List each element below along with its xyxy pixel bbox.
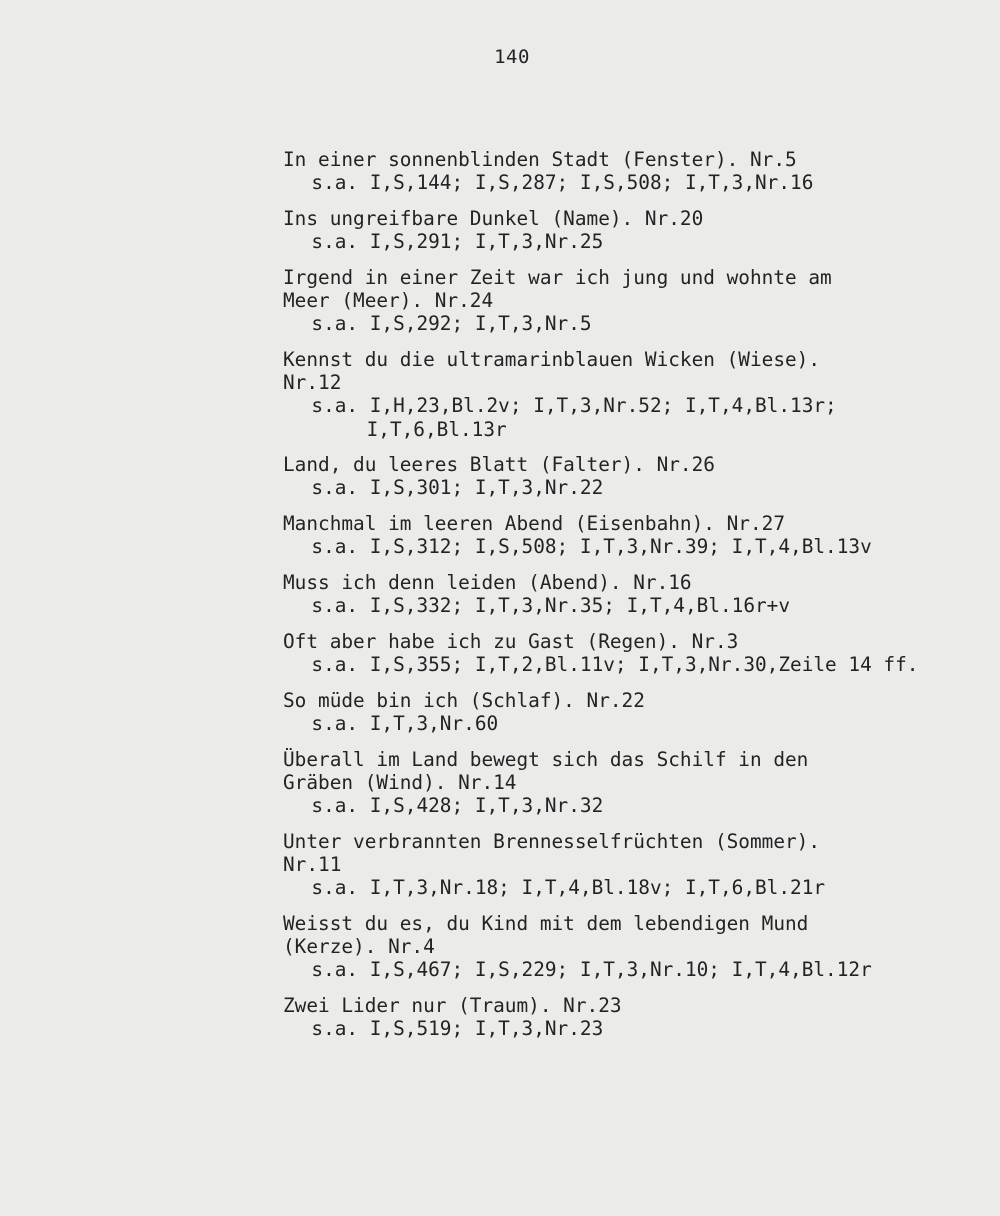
entry-title: Überall im Land bewegt sich das Schilf in den — [283, 747, 809, 771]
entry-title: In einer sonnenblinden Stadt (Fenster). Nr.5 — [283, 148, 797, 171]
entry-reference: s.a. I,S,312; I,S,508; I,T,3,Nr.39; I,T,4,Bl.13v — [311, 535, 872, 559]
index-entry — [283, 512, 983, 558]
index-entry — [283, 830, 983, 900]
entry-reference: s.a. I,S,332; I,T,3,Nr.35; I,T,4,Bl.16r+v — [311, 594, 791, 618]
entry-title: So müde bin ich (Schlaf). Nr.22 — [283, 688, 645, 712]
entry-reference-continued: I,T,6,Bl.13r — [366, 417, 507, 441]
index-entry — [283, 266, 983, 336]
index-entry — [283, 148, 983, 194]
index-entry — [283, 630, 983, 676]
entry-reference: s.a. I,S,292; I,T,3,Nr.5 — [311, 312, 592, 336]
index-entry — [283, 689, 983, 735]
entry-title: Muss ich denn leiden (Abend). Nr.16 — [283, 571, 692, 595]
entry-title-continued: Meer (Meer). Nr.24 — [283, 289, 494, 313]
entry-reference: s.a. I,S,291; I,T,3,Nr.25 — [311, 230, 604, 254]
entry-title-continued: Nr.12 — [283, 371, 342, 395]
entry-title: Ins ungreifbare Dunkel (Name). Nr.20 — [283, 206, 704, 230]
index-entry — [283, 912, 983, 982]
index-entry — [283, 748, 983, 818]
index-entry — [283, 453, 983, 499]
index-entry — [283, 348, 983, 441]
entry-title: Oft aber habe ich zu Gast (Regen). Nr.3 — [283, 629, 739, 653]
entry-reference: s.a. I,S,144; I,S,287; I,S,508; I,T,3,Nr.16 — [311, 171, 814, 195]
entry-reference: s.a. I,S,467; I,S,229; I,T,3,Nr.10; I,T,4,Bl.12r — [311, 958, 872, 982]
entry-title: Kennst du die ultramarinblauen Wicken (Wiese). — [283, 347, 821, 371]
entry-reference: s.a. I,T,3,Nr.18; I,T,4,Bl.18v; I,T,6,Bl.21r — [311, 876, 826, 900]
entry-reference: s.a. I,H,23,Bl.2v; I,T,3,Nr.52; I,T,4,Bl.13r; — [311, 394, 837, 418]
entry-title: Zwei Lider nur (Traum). Nr.23 — [283, 994, 622, 1018]
entry-title-continued: (Kerze). Nr.4 — [283, 935, 435, 959]
index-entry — [283, 571, 983, 617]
entry-title: Weisst du es, du Kind mit dem lebendigen Mund — [283, 911, 809, 935]
entry-title-continued: Nr.11 — [283, 853, 342, 877]
index-entry — [283, 994, 983, 1040]
entry-title: Unter verbrannten Brennesselfrüchten (Sommer). — [283, 829, 821, 853]
index-entries — [283, 148, 983, 1053]
entry-reference: s.a. I,T,3,Nr.60 — [311, 712, 499, 736]
page-number: 140 — [494, 46, 530, 68]
index-entry — [283, 207, 983, 253]
entry-title: Manchmal im leeren Abend (Eisenbahn). Nr.27 — [283, 512, 785, 536]
entry-title-continued: Gräben (Wind). Nr.14 — [283, 770, 517, 794]
entry-title: Irgend in einer Zeit war ich jung und wohnte am — [283, 265, 832, 289]
entry-reference: s.a. I,S,519; I,T,3,Nr.23 — [311, 1017, 604, 1041]
entry-reference: s.a. I,S,428; I,T,3,Nr.32 — [311, 794, 604, 818]
entry-reference: s.a. I,S,301; I,T,3,Nr.22 — [311, 476, 604, 500]
entry-title: Land, du leeres Blatt (Falter). Nr.26 — [283, 453, 715, 477]
entry-reference: s.a. I,S,355; I,T,2,Bl.11v; I,T,3,Nr.30,Zeile 14 ff. — [311, 653, 919, 677]
